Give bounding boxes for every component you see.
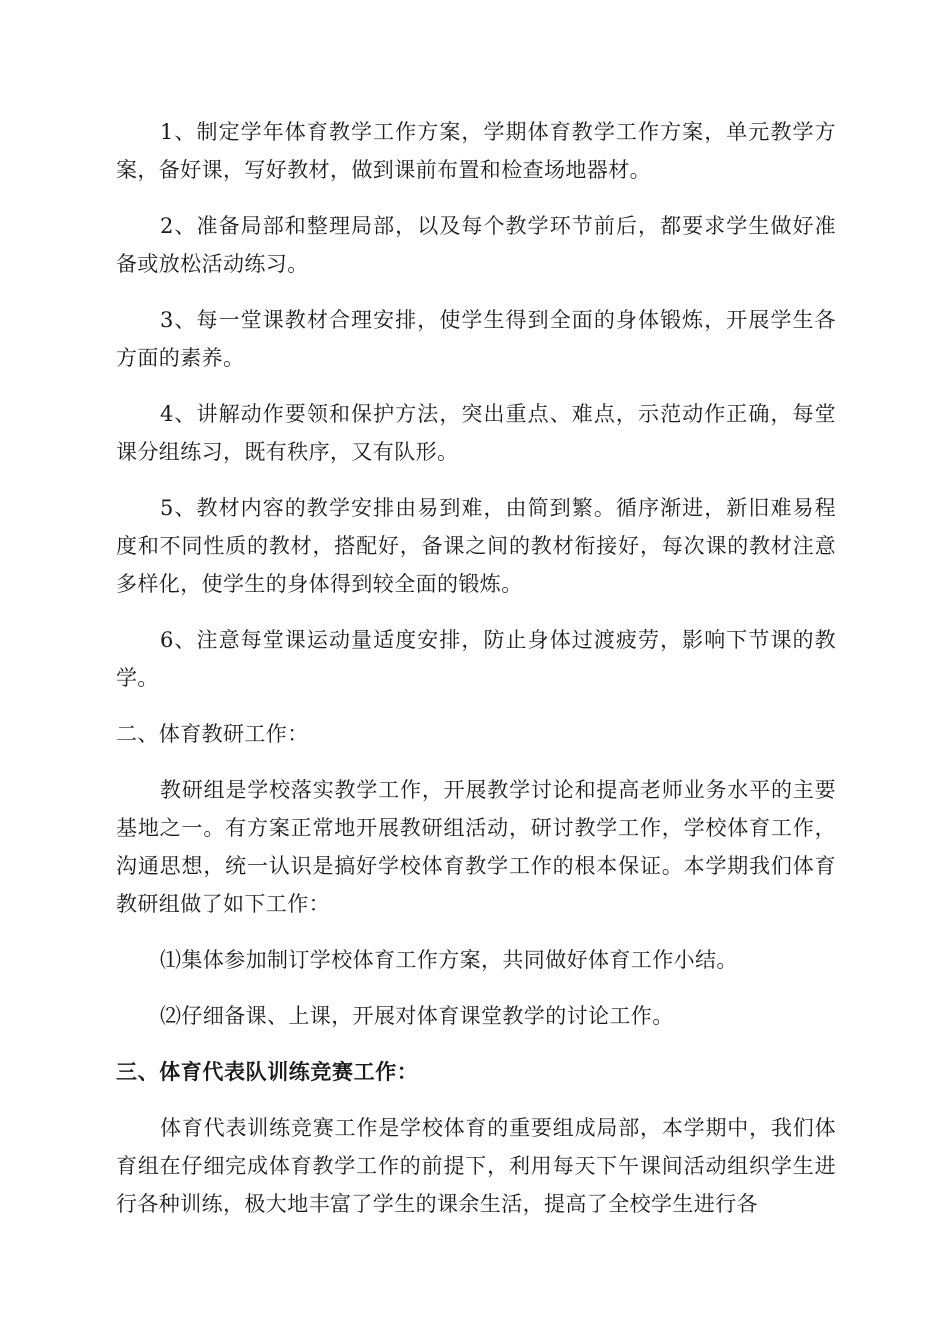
sub-item-1: ⑴集体参加制订学校体育工作方案，共同做好体育工作小结。 (160, 948, 738, 972)
section-heading-team-training: 三、体育代表队训练竞赛工作： (116, 1060, 419, 1084)
list-item-2: 2、准备局部和整理局部，以及每个教学环节前后，都要求学生做好准备或放松活动练习。 (116, 214, 836, 276)
list-item-6: 6、注意每堂课运动量适度安排，防止身体过渡疲劳，影响下节课的教学。 (116, 628, 836, 690)
list-item-4: 4、讲解动作要领和保护方法，突出重点、难点，示范动作正确，每堂课分组练习，既有秩序，又有队形。 (116, 402, 836, 464)
list-item-3: 3、每一堂课教材合理安排，使学生得到全面的身体锻炼，开展学生各方面的素养。 (116, 308, 836, 370)
document-body (116, 113, 836, 1241)
section-heading-teaching-research: 二、体育教研工作： (116, 722, 309, 746)
sub-item-2: ⑵仔细备课、上课，开展对体育课堂教学的讨论工作。 (160, 1004, 674, 1028)
list-item-5: 5、教材内容的教学安排由易到难，由简到繁。循序渐进，新旧难易程度和不同性质的教材，搭配好，备课之间的教材衔接好，每次课的教材注意多样化，使学生的身体得到较全面的锻炼。 (116, 496, 836, 596)
list-item-1: 1、制定学年体育教学工作方案，学期体育教学工作方案，单元教学方案，备好课，写好教材，做到课前布置和检查场地器材。 (116, 120, 836, 182)
section-body-team-training: 体育代表训练竞赛工作是学校体育的重要组成局部，本学期中，我们体育组在仔细完成体育教学工作的前提下，利用每天下午课间活动组织学生进行各种训练，极大地丰富了学生的课余生活，提高了全校学生进行各 (116, 1116, 836, 1216)
section-body-teaching-research: 教研组是学校落实教学工作，开展教学讨论和提高老师业务水平的主要基地之一。有方案正常地开展教研组活动，研讨教学工作，学校体育工作，沟通思想，统一认识是搞好学校体育教学工作的根本保证。本学期我们体育教研组做了如下工作： (116, 778, 836, 916)
